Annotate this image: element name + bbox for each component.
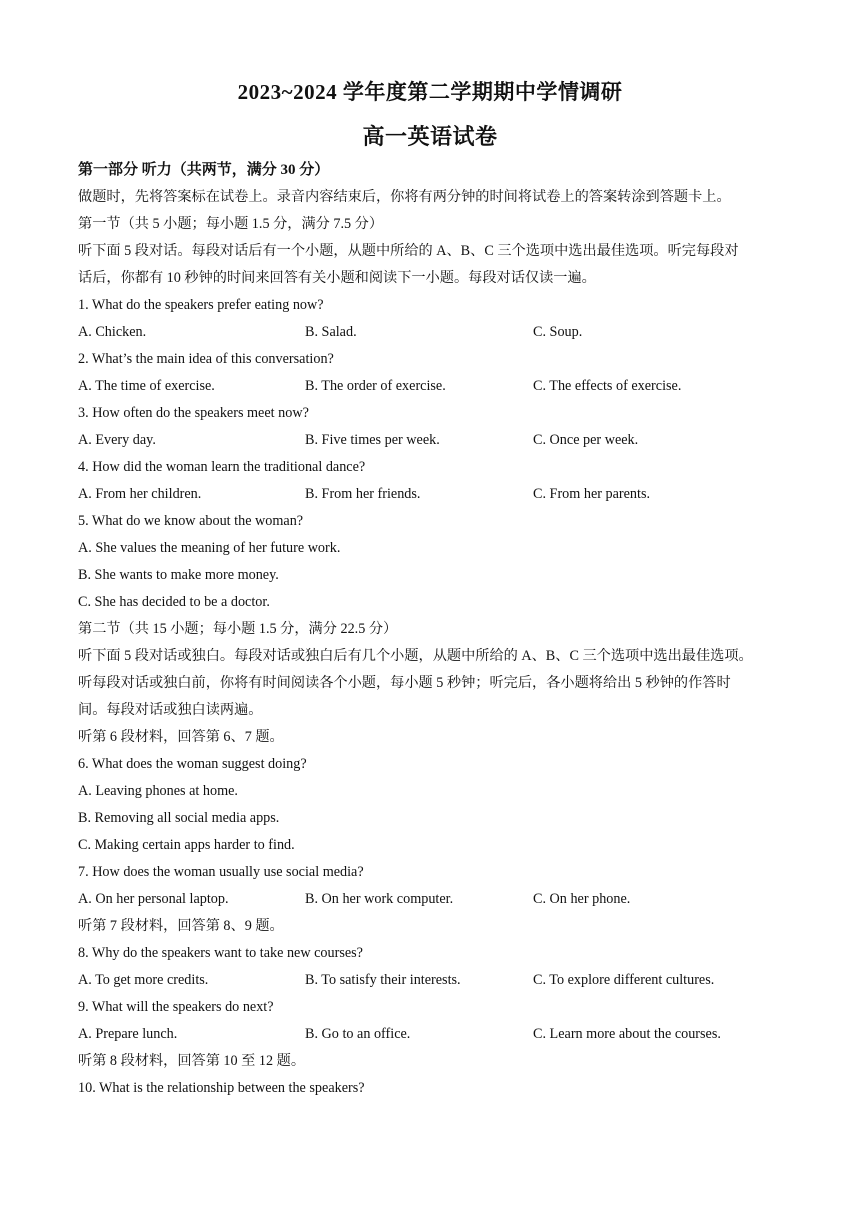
section2-heading: 第二节（共 15 小题；每小题 1.5 分，满分 22.5 分） bbox=[78, 621, 398, 637]
question-3-option-b: B. Five times per week. bbox=[305, 432, 440, 448]
question-6-option-b: B. Removing all social media apps. bbox=[78, 810, 280, 826]
question-1-stem: 1. What do the speakers prefer eating now? bbox=[78, 297, 324, 313]
question-3-stem: 3. How often do the speakers meet now? bbox=[78, 405, 309, 421]
part1-heading: 第一部分 听力（共两节，满分 30 分） bbox=[78, 162, 330, 178]
question-1-option-b: B. Salad. bbox=[305, 324, 357, 340]
question-7-stem: 7. How does the woman usually use social media? bbox=[78, 864, 364, 880]
section1-instruction-line1: 听下面 5 段对话。每段对话后有一个小题，从题中所给的 A、B、C 三个选项中选出最佳选项。听完每段对 bbox=[78, 243, 739, 259]
question-3-option-a: A. Every day. bbox=[78, 432, 156, 448]
question-1-option-c: C. Soup. bbox=[533, 324, 583, 340]
question-1-option-a: A. Chicken. bbox=[78, 324, 147, 340]
question-6-stem: 6. What does the woman suggest doing? bbox=[78, 756, 307, 772]
question-9-option-b: B. Go to an office. bbox=[305, 1026, 411, 1042]
question-7-option-b: B. On her work computer. bbox=[305, 891, 454, 907]
question-2-option-a: A. The time of exercise. bbox=[78, 378, 215, 394]
question-6-option-c: C. Making certain apps harder to find. bbox=[78, 837, 295, 853]
exam-subtitle: 高一英语试卷 bbox=[362, 124, 498, 149]
question-2-option-b: B. The order of exercise. bbox=[305, 378, 446, 394]
question-4-option-a: A. From her children. bbox=[78, 486, 202, 502]
part1-instruction: 做题时，先将答案标在试卷上。录音内容结束后，你将有两分钟的时间将试卷上的答案转涂到答题卡上。 bbox=[78, 189, 731, 205]
question-2-option-c: C. The effects of exercise. bbox=[533, 378, 682, 394]
question-7-option-c: C. On her phone. bbox=[533, 891, 631, 907]
question-3-option-c: C. Once per week. bbox=[533, 432, 639, 448]
question-2-stem: 2. What’s the main idea of this conversation? bbox=[78, 351, 334, 367]
material-8-label: 听第 8 段材料，回答第 10 至 12 题。 bbox=[78, 1053, 306, 1069]
question-9-option-c: C. Learn more about the courses. bbox=[533, 1026, 721, 1042]
question-6-option-a: A. Leaving phones at home. bbox=[78, 783, 238, 799]
question-9-option-a: A. Prepare lunch. bbox=[78, 1026, 178, 1042]
section1-instruction-line2: 话后，你都有 10 秒钟的时间来回答有关小题和阅读下一小题。每段对话仅读一遍。 bbox=[78, 270, 596, 286]
section2-instruction-line3: 间。每段对话或独白读两遍。 bbox=[78, 702, 263, 718]
material-6-label: 听第 6 段材料，回答第 6、7 题。 bbox=[78, 729, 284, 745]
question-10-stem: 10. What is the relationship between the speakers? bbox=[78, 1080, 365, 1096]
question-4-option-c: C. From her parents. bbox=[533, 486, 651, 502]
exam-title: 2023~2024 学年度第二学期期中学情调研 bbox=[237, 80, 623, 104]
material-7-label: 听第 7 段材料，回答第 8、9 题。 bbox=[78, 918, 284, 934]
question-5-option-a: A. She values the meaning of her future work. bbox=[78, 540, 341, 556]
question-7-option-a: A. On her personal laptop. bbox=[78, 891, 229, 907]
question-9-stem: 9. What will the speakers do next? bbox=[78, 999, 274, 1015]
question-8-option-c: C. To explore different cultures. bbox=[533, 972, 715, 988]
question-5-stem: 5. What do we know about the woman? bbox=[78, 513, 304, 529]
question-5-option-c: C. She has decided to be a doctor. bbox=[78, 594, 270, 610]
question-4-option-b: B. From her friends. bbox=[305, 486, 421, 502]
section2-instruction-line2: 听每段对话或独白前，你将有时间阅读各个小题，每小题 5 秒钟；听完后，各小题将给出 5 秒钟的作答时 bbox=[78, 675, 731, 691]
question-5-option-b: B. She wants to make more money. bbox=[78, 567, 279, 583]
section2-instruction-line1: 听下面 5 段对话或独白。每段对话或独白后有几个小题，从题中所给的 A、B、C 三个选项中选出最佳选项。 bbox=[78, 648, 753, 664]
question-8-option-a: A. To get more credits. bbox=[78, 972, 209, 988]
section1-heading: 第一节（共 5 小题；每小题 1.5 分，满分 7.5 分） bbox=[78, 216, 384, 232]
question-8-option-b: B. To satisfy their interests. bbox=[305, 972, 461, 988]
question-4-stem: 4. How did the woman learn the traditional dance? bbox=[78, 459, 366, 475]
question-8-stem: 8. Why do the speakers want to take new courses? bbox=[78, 945, 363, 961]
